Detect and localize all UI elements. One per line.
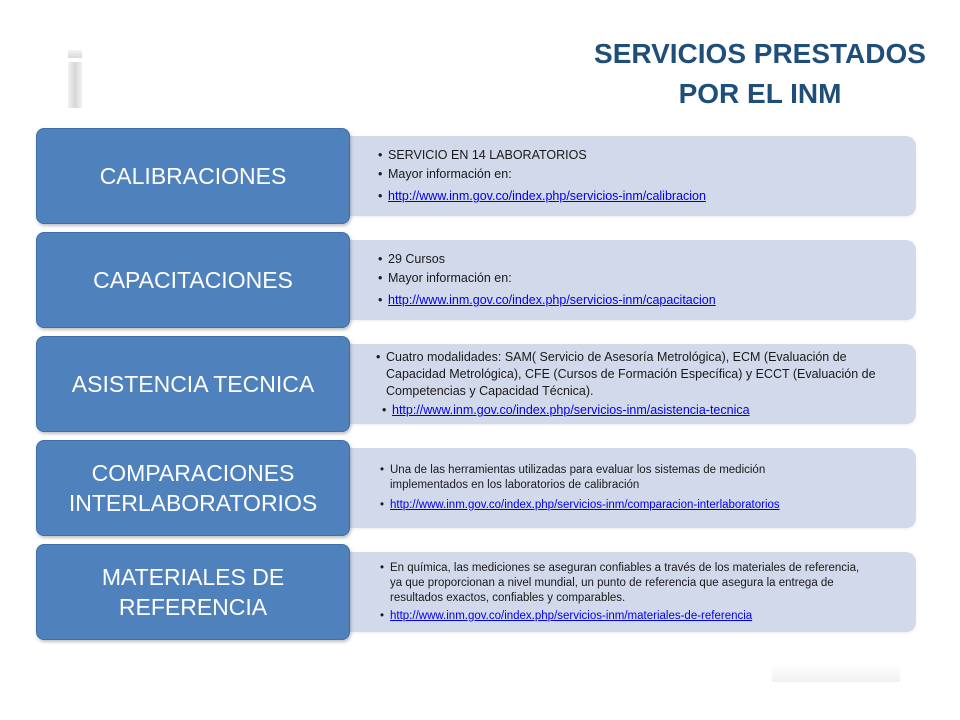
service-row-materiales-de-referencia xyxy=(36,544,916,640)
decorative-i-dot xyxy=(68,50,82,58)
bullet-link-item xyxy=(380,609,860,624)
decorative-footer-mark xyxy=(772,664,900,682)
service-label-text: ASISTENCIA TECNICA xyxy=(71,371,315,397)
service-link[interactable]: http://www.inm.gov.co/index.php/servicios-inm/capacitacion xyxy=(388,293,716,307)
service-label xyxy=(36,232,350,328)
service-bullets xyxy=(378,128,908,224)
service-label-text: COMPARACIONES INTERLABORATORIOS xyxy=(68,460,318,516)
service-label xyxy=(36,440,350,536)
service-label xyxy=(36,544,350,640)
decorative-i-stem xyxy=(68,62,82,108)
service-label-text: CAPACITACIONES xyxy=(93,267,293,293)
service-row-capacitaciones xyxy=(36,232,916,328)
service-label-text: CALIBRACIONES xyxy=(99,163,287,189)
service-bullets xyxy=(376,336,876,432)
page-title-line-1: SERVICIOS PRESTADOS xyxy=(594,38,926,69)
service-link[interactable]: http://www.inm.gov.co/index.php/servicios-inm/comparacion-interlaboratorios xyxy=(390,499,780,511)
service-bullets xyxy=(378,232,908,328)
decorative-i-glyph xyxy=(66,50,84,110)
bullet-item: • En química, las mediciones se aseguran confiables a través de los materiales de referencia, ya que proporcionan a nivel mundial, un punto de referencia que asegura la entrega de resultados exactos, confiables y comparables. xyxy=(380,561,860,606)
service-bullets xyxy=(380,440,840,536)
service-label xyxy=(36,336,350,432)
page-title xyxy=(560,34,960,114)
page-title-line-2: POR EL INM xyxy=(678,78,842,109)
service-label xyxy=(36,128,350,224)
service-label-text: MATERIALES DE REFERENCIA xyxy=(101,564,285,620)
service-link[interactable]: http://www.inm.gov.co/index.php/servicios-inm/calibracion xyxy=(388,189,706,203)
bullet-item: • Una de las herramientas utilizadas para evaluar los sistemas de medición implementados en los laboratorios de calibración xyxy=(380,463,840,493)
bullet-link-item xyxy=(378,292,908,309)
bullet-item: • 29 Cursos xyxy=(378,251,908,268)
bullet-link-item xyxy=(380,498,840,513)
service-row-calibraciones xyxy=(36,128,916,224)
bullet-item: • Cuatro modalidades: SAM( Servicio de Asesoría Metrológica), ECM (Evaluación de Capacidad Metrológica), CFE (Cursos de Formación Específica) y ECCT (Evaluación de Competencias y Capacidad Técnica). xyxy=(376,349,876,400)
service-bullets xyxy=(380,544,860,640)
service-row-asistencia-tecnica xyxy=(36,336,916,432)
service-link[interactable]: http://www.inm.gov.co/index.php/servicios-inm/asistencia-tecnica xyxy=(392,403,750,417)
service-row-comparaciones-interlaboratorios xyxy=(36,440,916,536)
bullet-item: • Mayor información en: xyxy=(378,270,908,287)
bullet-link-item xyxy=(382,402,876,419)
bullet-item: • Mayor información en: xyxy=(378,166,908,183)
bullet-item: • SERVICIO EN 14 LABORATORIOS xyxy=(378,147,908,164)
service-link[interactable]: http://www.inm.gov.co/index.php/servicios-inm/materiales-de-referencia xyxy=(390,609,753,622)
bullet-link-item xyxy=(378,188,908,205)
